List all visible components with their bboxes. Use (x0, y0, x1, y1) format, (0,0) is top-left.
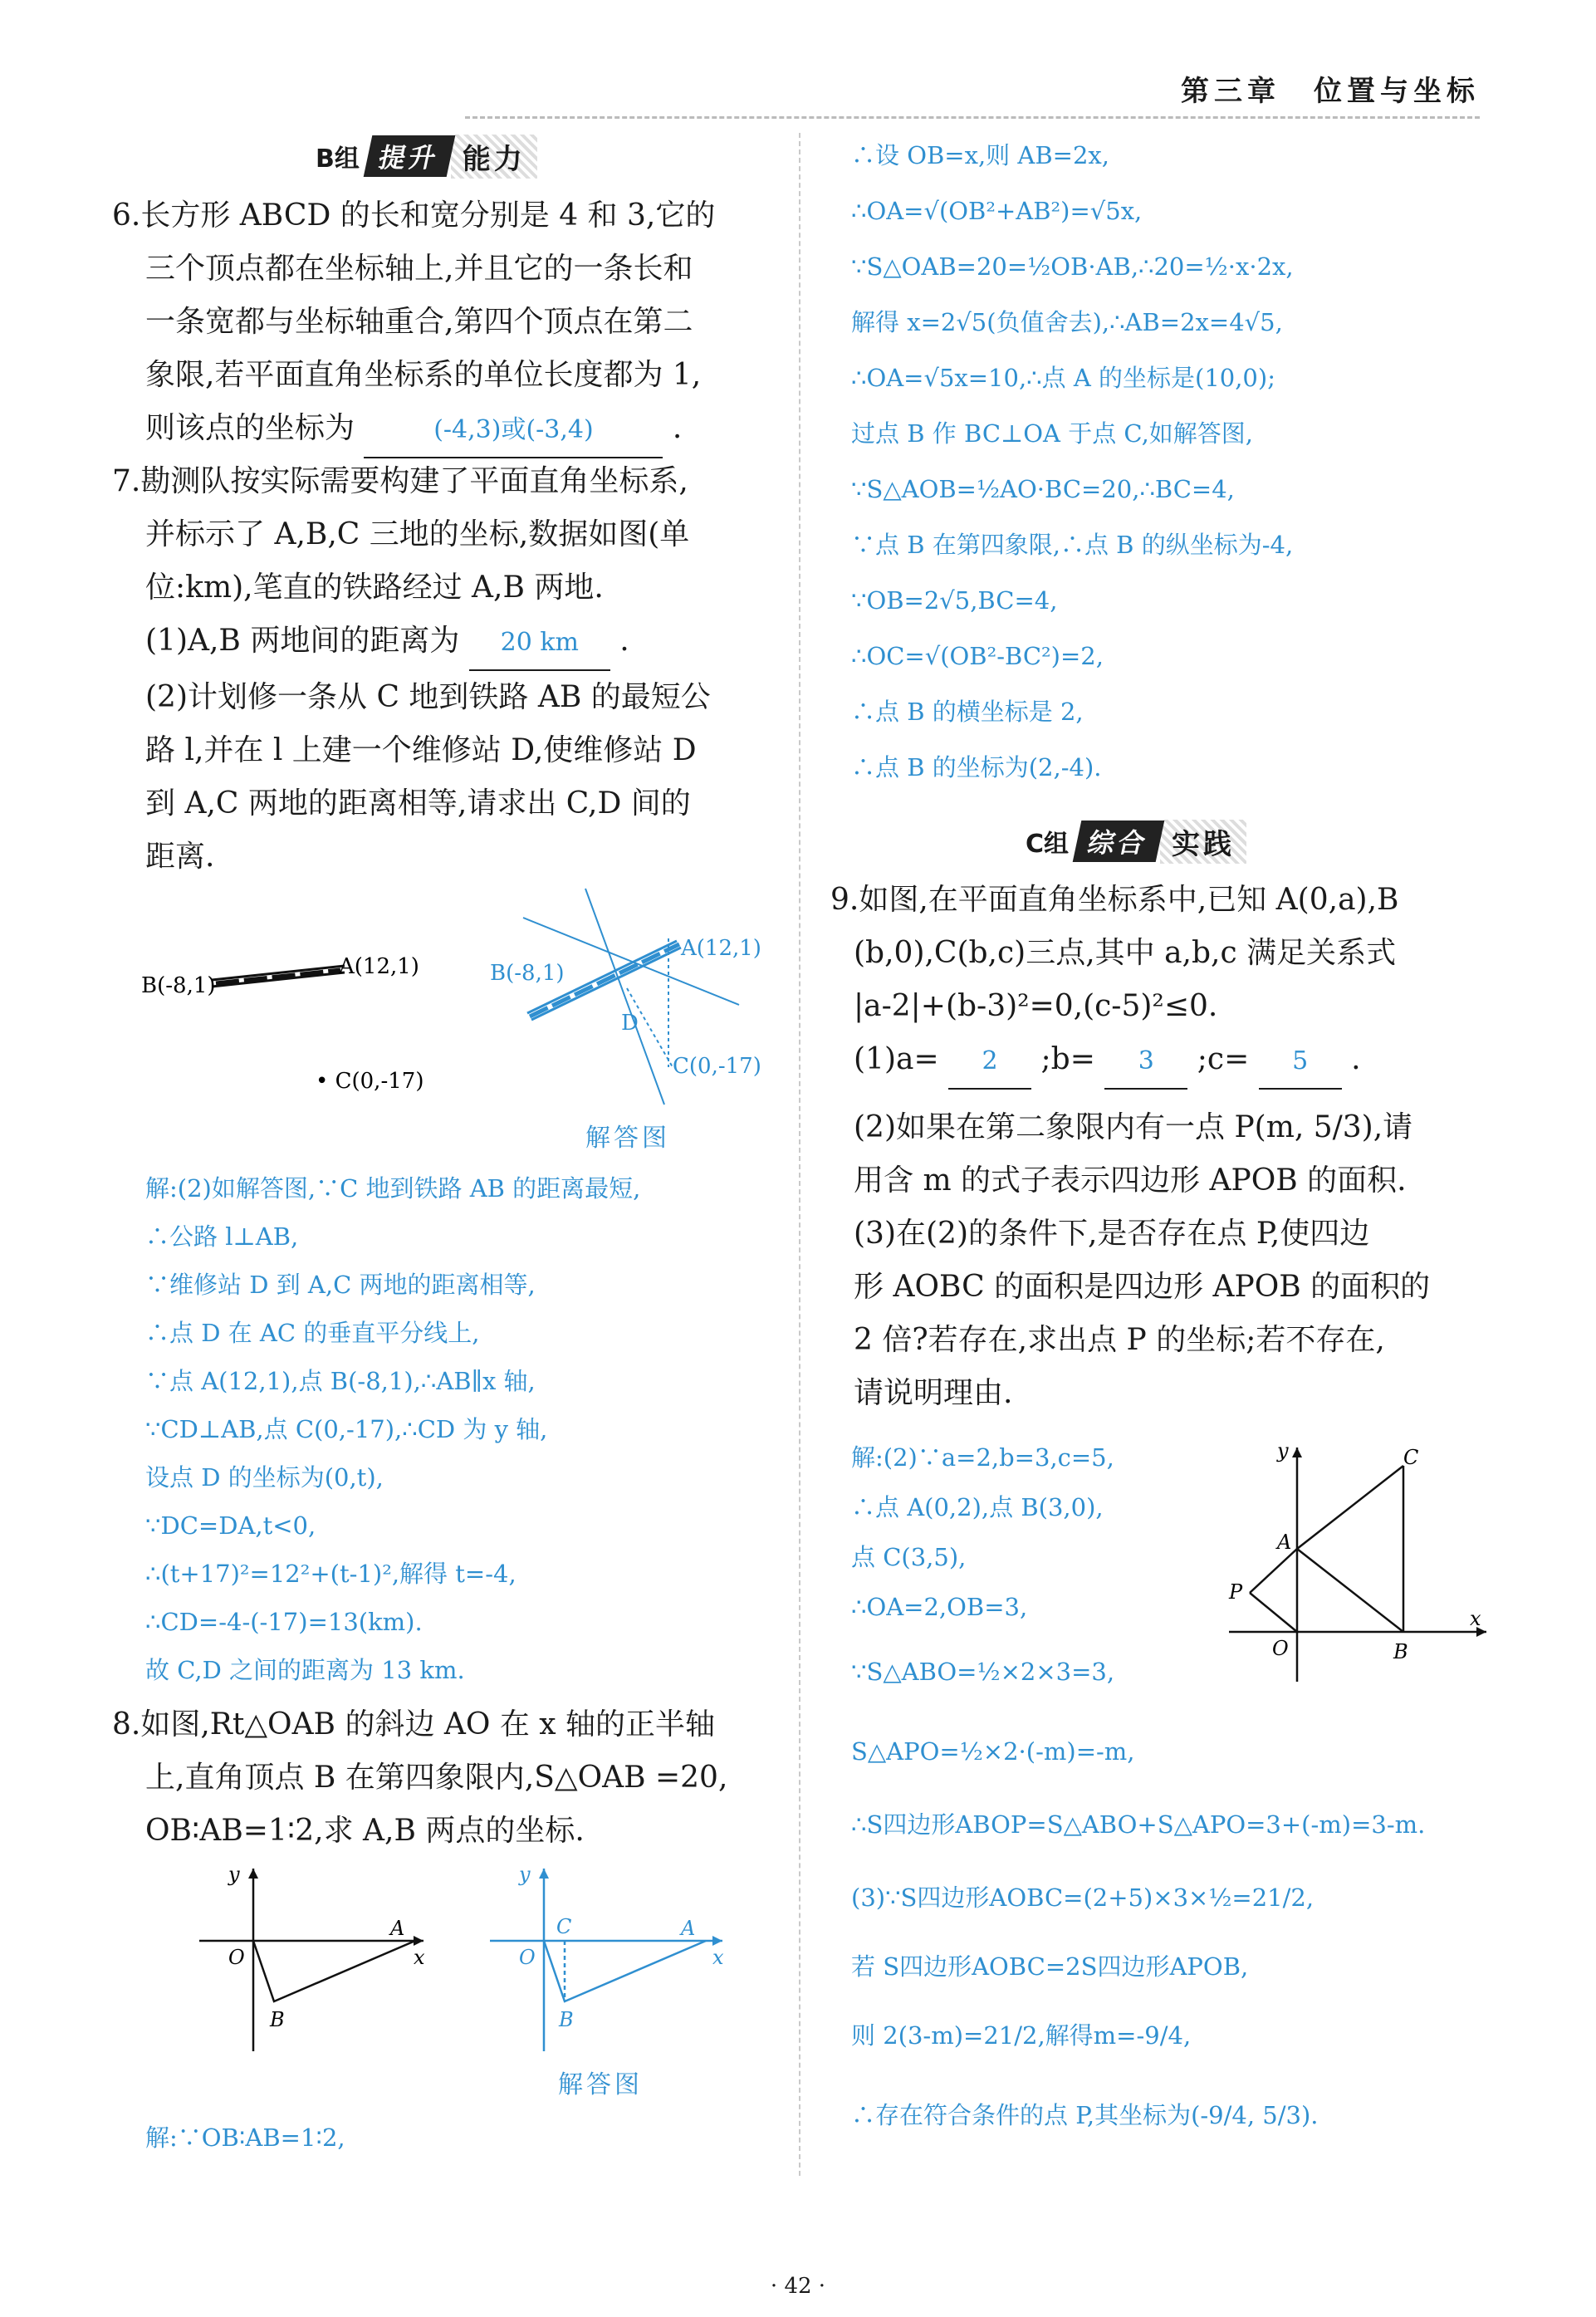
q7-solution-line: ∴点 D 在 AC 的垂直平分线上, (145, 1319, 480, 1347)
q7-right-label-b: B(-8,1) (490, 961, 565, 986)
q8-solution-line: ∵S△AOB=½AO·BC=20,∴BC=4, (851, 475, 1235, 503)
q7-figure-left (141, 954, 423, 1094)
q8-line: OB∶AB=1∶2,求 A,B 两点的坐标. (145, 1814, 585, 1848)
q7-p2-line: 距离. (145, 840, 215, 874)
q9-a-blank: 2 (948, 1035, 1031, 1090)
q9-solution-line: ∵S△ABO=½×2×3=3, (851, 1658, 1115, 1686)
q7-solution-line: 解:(2)如解答图,∵C 地到铁路 AB 的距离最短, (145, 1174, 641, 1203)
q8-right-label-y: y (519, 1863, 531, 1886)
q9-line: (b,0),C(b,c)三点,其中 a,b,c 满足关系式 (854, 936, 1397, 970)
q8-right-label-b: B (559, 2008, 574, 2031)
q8-solution-start: 解:∵OB∶AB=1∶2, (145, 2124, 345, 2152)
q6-prompt: 则该点的坐标为 (145, 411, 355, 445)
banner-group-c (1026, 818, 1246, 865)
q9-line: 9.如图,在平面直角坐标系中,已知 A(0,a),B (830, 883, 1399, 917)
q8-solution-line: 过点 B 作 BC⊥OA 于点 C,如解答图, (851, 419, 1254, 448)
header-rule (465, 116, 1480, 119)
q7-solution-line: ∵点 A(12,1),点 B(-8,1),∴AB∥x 轴, (145, 1367, 536, 1395)
q9-label-x: x (1470, 1607, 1481, 1630)
q9-p3-line: (3)在(2)的条件下,是否存在点 P,使四边 (854, 1217, 1370, 1251)
q9-label-o: O (1272, 1637, 1289, 1660)
q8-right-y-arrow (539, 1869, 549, 1879)
q7-line: 并标示了 A,B,C 三地的坐标,数据如图(单 (145, 517, 690, 551)
banner-tag: 提升 (364, 135, 456, 177)
q9-solution-line: (3)∵S四边形AOBC=(2+5)×3×½=21/2, (851, 1883, 1314, 1912)
q9-part1 (830, 1033, 1561, 1090)
q9-solution-line: ∴S四边形ABOP=S△ABO+S△APO=3+(-m)=3-m. (851, 1810, 1426, 1839)
q9-solution-line: S△APO=½×2·(-m)=-m, (851, 1737, 1135, 1766)
q6-answer-blank: (-4,3)或(-3,4) (364, 404, 663, 458)
q8-solution-line: ∴点 B 的坐标为(2,-4). (851, 753, 1102, 781)
q8-solution-line: ∴OA=√5x=10,∴点 A 的坐标是(10,0); (851, 364, 1275, 392)
q8-line: 上,直角顶点 B 在第四象限内,S△OAB =20, (145, 1761, 728, 1795)
q8-left-label-o: O (228, 1946, 245, 1969)
q9-b-label: ;b= (1040, 1042, 1095, 1076)
question-8 (112, 1698, 776, 1858)
q9-p1-end: . (1351, 1042, 1361, 1076)
q6-answer-line (112, 402, 776, 458)
q9-solution-line: 则 2(3-m)=21/2,解得m=-9/4, (851, 2021, 1192, 2050)
q7-solution-line: 故 C,D 之间的距离为 13 km. (145, 1656, 465, 1684)
q7-figures (133, 880, 781, 1163)
q9-solution-line: ∴存在符合条件的点 P,其坐标为(-9/4, 5/3). (851, 2101, 1319, 2129)
q7-p2-line: (2)计划修一条从 C 地到铁路 AB 的最短公 (145, 680, 711, 714)
q7-left-label-b: B(-8,1) (141, 973, 216, 998)
q9-label-b: B (1393, 1640, 1408, 1663)
q7-solution-line: 设点 D 的坐标为(0,t), (145, 1463, 384, 1492)
q7-p1-prompt: (1)A,B 两地间的距离为 (145, 624, 460, 658)
q8-solution-line: ∵OB=2√5,BC=4, (851, 586, 1058, 615)
banner-tag: 综合 (1073, 821, 1165, 862)
q7-solution-line: ∴(t+17)²=12²+(t-1)²,解得 t=-4, (145, 1560, 516, 1588)
question-9 (830, 874, 1561, 1420)
page-number: · 42 · (770, 2274, 826, 2299)
q8-right-label-c: C (556, 1915, 572, 1938)
q9-p3-line: 形 AOBC 的面积是四边形 APOB 的面积的 (854, 1270, 1431, 1304)
q7-solution-line: ∴CD=-4-(-17)=13(km). (145, 1608, 423, 1636)
q6-end: . (672, 411, 683, 445)
q7-left-label-c: • C(0,-17) (316, 1069, 424, 1094)
q7-part1 (112, 615, 776, 671)
q8-left-label-x: x (414, 1946, 425, 1969)
question-6 (112, 189, 776, 458)
q7-right-label-c: C(0,-17) (673, 1054, 761, 1079)
q7-p2-line: 路 l,并在 l 上建一个维修站 D,使维修站 D (145, 733, 697, 767)
q8-left-x-arrow (414, 1936, 423, 1946)
q8-solution-line: ∴OA=√(OB²+AB²)=√5x, (851, 197, 1143, 225)
q9-label-p: P (1229, 1580, 1243, 1604)
q7-right-label-d: D (621, 1011, 639, 1036)
banner-tag-secondary: 实践 (1160, 820, 1246, 864)
q8-line: 8.如图,Rt△OAB 的斜边 AO 在 x 轴的正半轴 (112, 1707, 716, 1741)
q8-solution-line: ∵S△OAB=20=½OB·AB,∴20=½·x·2x, (851, 252, 1294, 281)
question-7 (112, 455, 776, 884)
q8-right-label-x: x (712, 1946, 724, 1969)
q6-line: 象限,若平面直角坐标系的单位长度都为 1, (145, 358, 702, 392)
q9-solution-line: 若 S四边形AOBC=2S四边形APOB, (851, 1952, 1249, 1981)
q9-solution-line: 解:(2)∵a=2,b=3,c=5, (851, 1443, 1114, 1472)
q8-left-label-y: y (228, 1863, 240, 1886)
banner-group-label: B组 (316, 145, 360, 174)
q8-left-label-b: B (270, 2008, 285, 2031)
q9-a-label: (1)a= (854, 1042, 939, 1076)
q8-left-y-arrow (248, 1869, 258, 1879)
q7-figure-caption: 解答图 (585, 1124, 670, 1153)
q9-c-blank: 5 (1259, 1035, 1342, 1090)
q7-left-label-a: A(12,1) (339, 954, 419, 979)
q9-b-blank: 3 (1104, 1035, 1187, 1090)
q7-line: 位:km),笔直的铁路经过 A,B 两地. (145, 571, 604, 605)
q7-solution-line: ∵CD⊥AB,点 C(0,-17),∴CD 为 y 轴, (145, 1415, 548, 1443)
q9-label-c: C (1403, 1446, 1419, 1469)
column-divider (799, 133, 800, 2176)
q6-line: 6.长方形 ABCD 的长和宽分别是 4 和 3,它的 (112, 198, 716, 233)
q6-line: 一条宽都与坐标轴重合,第四个顶点在第二 (145, 305, 693, 339)
q7-solution-line: ∴公路 l⊥AB, (145, 1222, 299, 1251)
q9-p2-line: (2)如果在第二象限内有一点 P(m, 5/3),请 (854, 1110, 1413, 1144)
q9-solution (851, 1433, 1565, 2155)
q8-solution-continued (851, 128, 1565, 796)
q7-p1-answer-blank: 20 km (469, 616, 610, 671)
q7-p1-end: . (619, 624, 629, 658)
banner-tag-secondary: 能力 (451, 135, 537, 179)
chapter-header: 第三章 位置与坐标 (1181, 75, 1480, 108)
q7-line: 7.勘测队按实际需要构建了平面直角坐标系, (112, 464, 688, 498)
q9-solution-line: ∴点 A(0,2),点 B(3,0), (851, 1493, 1104, 1521)
q8-figure-caption: 解答图 (558, 2070, 643, 2099)
q8-solution-line: 解得 x=2√5(负值舍去),∴AB=2x=4√5, (851, 308, 1283, 336)
q9-line: |a-2|+(b-3)²=0,(c-5)²≤0. (854, 989, 1218, 1023)
banner-group-b (316, 133, 537, 179)
banner-group-label: C组 (1026, 830, 1070, 859)
q7-p2-line: 到 A,C 两地的距离相等,请求出 C,D 间的 (145, 786, 691, 821)
q9-solution-line: ∴OA=2,OB=3, (851, 1593, 1028, 1621)
q8-left-label-a: A (390, 1917, 405, 1940)
q8-solution-line: ∴点 B 的横坐标是 2, (851, 698, 1084, 726)
q8-solution-line: ∴OC=√(OB²-BC²)=2, (851, 642, 1104, 670)
q6-line: 三个顶点都在坐标轴上,并且它的一条长和 (145, 252, 693, 286)
q7-solution-line: ∵DC=DA,t<0, (145, 1511, 316, 1540)
q8-solution-line: ∴设 OB=x,则 AB=2x, (851, 141, 1109, 169)
q9-label-a: A (1277, 1531, 1292, 1554)
q9-c-label: ;c= (1197, 1042, 1250, 1076)
q9-p2-line: 用含 m 的式子表示四边形 APOB 的面积. (854, 1163, 1407, 1198)
q8-right-label-a: A (681, 1917, 696, 1940)
q9-solution-line: 点 C(3,5), (851, 1543, 967, 1571)
q7-right-label-a: A(12,1) (681, 936, 761, 961)
q8-figures (191, 1860, 731, 2060)
q9-label-y: y (1277, 1441, 1289, 1462)
q7-solution-line: ∵维修站 D 到 A,C 两地的距离相等, (145, 1271, 536, 1299)
q8-right-x-arrow (712, 1936, 722, 1946)
q9-p3-line: 请说明理由. (854, 1376, 1013, 1410)
q9-p3-line: 2 倍?若存在,求出点 P 的坐标;若不存在, (854, 1323, 1385, 1357)
q8-solution-line: ∵点 B 在第四象限,∴点 B 的纵坐标为-4, (851, 531, 1294, 559)
q7-solution (145, 1164, 793, 1694)
q8-right-label-o: O (519, 1946, 536, 1969)
